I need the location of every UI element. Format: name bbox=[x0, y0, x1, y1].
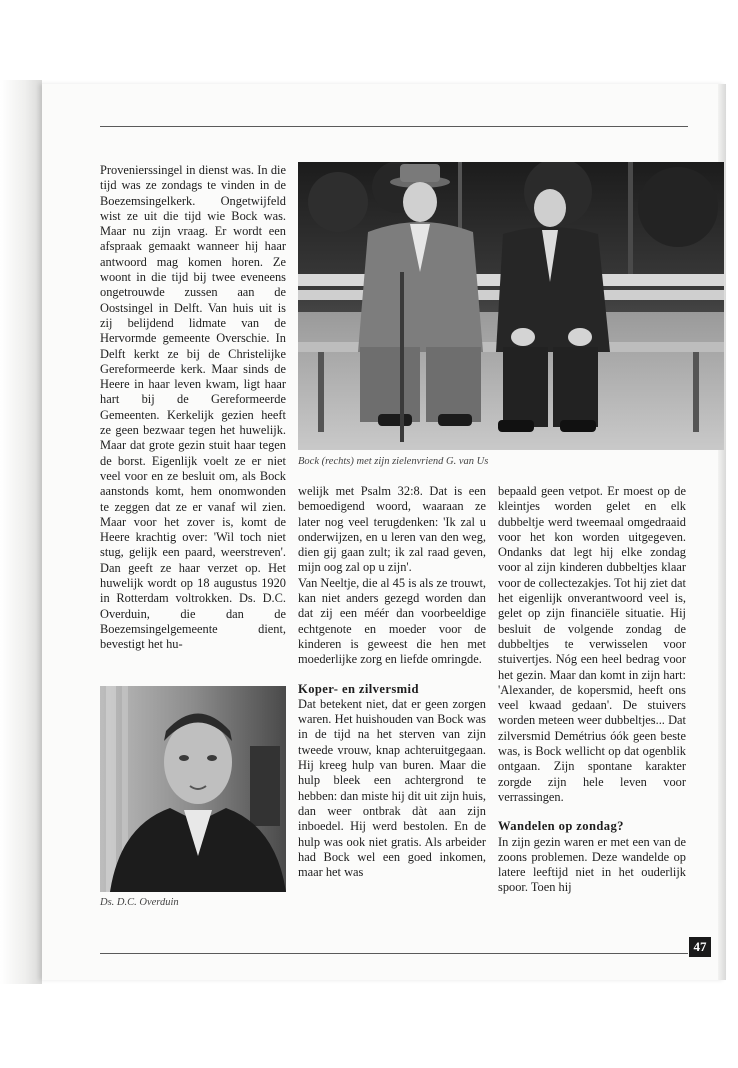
portrait-photo-overduin bbox=[100, 686, 286, 892]
page-number: 47 bbox=[689, 937, 711, 957]
top-photo-caption: Bock (rechts) met zijn zielenvriend G. van Us bbox=[298, 456, 489, 467]
portrait-caption: Ds. D.C. Overduin bbox=[100, 897, 179, 908]
paragraph: Dat betekent niet, dat er geen zorgen waren. Het huishouden van Bock was in de tijd na het sterven van zijn tweede vrouw, knap achteruitgegaan. Hij kreeg hulp van buren. Maar die hulp bleek een achtergrond te hebben: dan miste hij dit uit zijn huis, dan weer ontbrak dàt aan zijn inboedel. Hij werd bestolen. En de hulp was ook niet gratis. Als arbeider had Bock wel een goed inkomen, maar het was bbox=[298, 696, 486, 880]
book-spine-shadow bbox=[0, 80, 42, 984]
paragraph: bepaald geen vetpot. Er moest op de kleintjes worden gelet en elk dubbeltje werd tweemaal omgedraaid voor het kon worden uitgegeven. Ondanks dat legt hij elke zondag voor al zijn kinderen dubbeltjes klaar voor de collectezakjes. Tot hij ziet dat het eigenlijk onverantwoord veel is, gelet op zijn financiële situatie. Hij besluit de volgende zondag de dubbeltjes te verwisselen voor stuivertjes. Nóg een heel bedrag voor het gezin. Maar dan komt in zijn hart: 'Alexander, de kopersmid, heeft ons veel kwaad gedaan'. De stuivers worden meteen weer dubbeltjes... Dat zilversmid Demétrius óók geen beste was, is Bock wellicht op dat ogenblik ontgaan. Zijn spontane karakter zorgde zijn hele leven voor verrassingen. bbox=[498, 484, 686, 804]
paragraph: welijk met Psalm 32:8. Dat is een bemoedigend woord, waaraan ze later nog veel terugdenken: 'Ik zal u onderwijzen, en u leren van den weg, dien gij gaan zult; ik zal raad geven, mijn oog zal op u zijn'. bbox=[298, 484, 486, 575]
column-3-text bbox=[498, 484, 686, 914]
paragraph: Provenierssingel in dienst was. In die tijd was ze zondags te vinden in de Boezemsingelkerk. Ongetwijfeld wist ze uit die tijd wie Bock was. Maar nu zijn vraag. Er wordt een afspraak gemaakt wanneer hij haar antwoord mag komen horen. Ze woont in die tijd bij twee eveneens ongetrouwde zussen aan de Oostsingel in Delft. Van huis uit is zij belijdend lidmate van de Hervormde gemeente Overschie. In Delft kerkt ze bij de Christelijke Gereformeerde kerk. Maar sinds de Heere in haar leven kwam, ligt haar hart bij de Gereformeerde Gemeenten. Kerkelijk gezien heeft ze geen bezwaar tegen het huwelijk. Maar dat grote gezin stuit haar tegen de borst. Eigenlijk voelt ze er niet veel voor en ze besluit om, als Bock aanstonds komt, hem onomwonden te zeggen dat ze er vanaf wil zien. Maar voor het zover is, komt de Heere krachtig over: 'Wil toch niet stug, gelijk een paard, weerstreven'. Dan geeft ze haar verzet op. Het huwelijk wordt op 18 augustus 1920 in Rotterdam voltrokken. Ds. D.C. Overduin, die dan de Boezemsingelgemeente dient, bevestigt het hu- bbox=[100, 163, 286, 652]
photo-two-men-on-bench bbox=[298, 162, 724, 450]
top-rule bbox=[100, 126, 688, 127]
column-1-text bbox=[100, 163, 286, 673]
column-2-text bbox=[298, 484, 486, 914]
section-heading-wandelen: Wandelen op zondag? bbox=[498, 819, 624, 834]
bottom-rule bbox=[100, 953, 688, 954]
paragraph-spacer bbox=[298, 668, 486, 682]
paragraph-spacer bbox=[498, 805, 686, 819]
paragraph: In zijn gezin waren er met een van de zoons problemen. Deze wandelde op latere leeftijd niet in het ouderlijk spoor. Toen hij bbox=[498, 834, 686, 895]
section-heading-koper: Koper- en zilversmid bbox=[298, 681, 419, 696]
paragraph: Van Neeltje, die al 45 is als ze trouwt, kan niet anders gezegd worden dan dat zij een méér dan voorbeeldige echtgenote en moeder voor de kinderen is geweest die hen met moederlijke zorg en liefde omringde. bbox=[298, 575, 486, 667]
